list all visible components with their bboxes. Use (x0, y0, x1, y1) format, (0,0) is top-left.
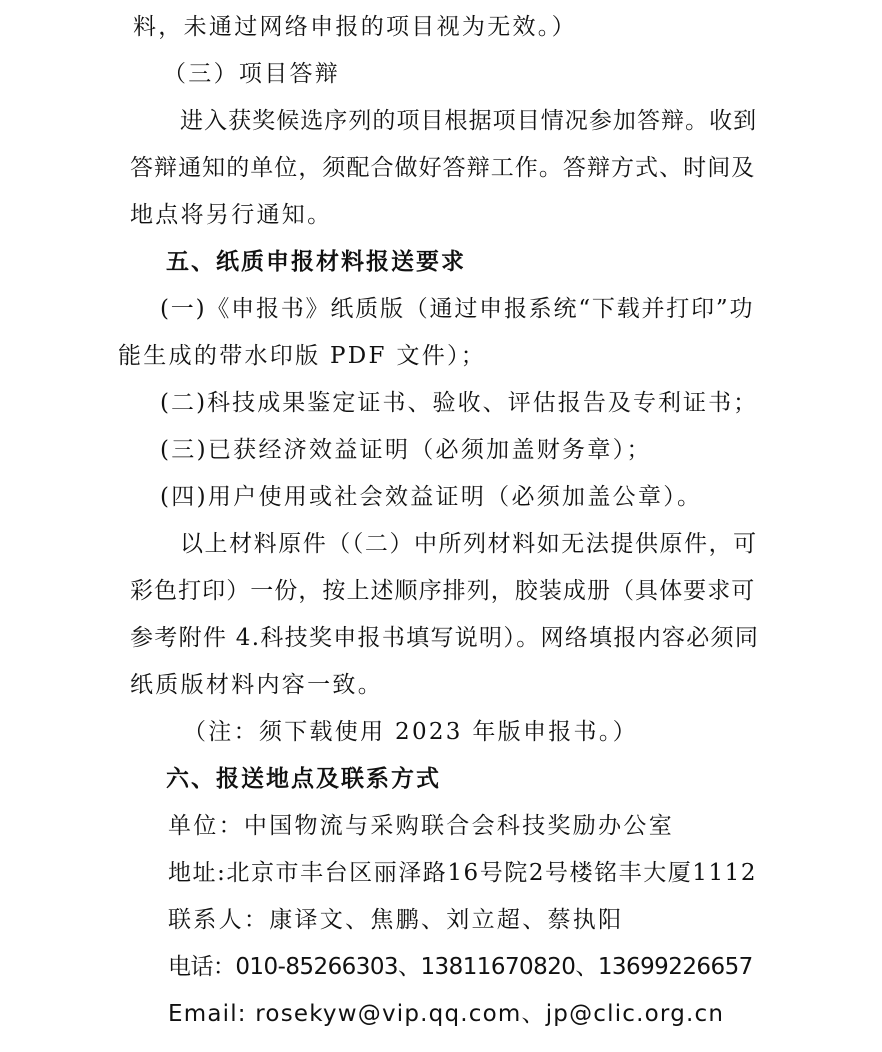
section-heading: 五、纸质申报材料报送要求 (166, 249, 466, 275)
paragraph-line: 料，未通过网络申报的项目视为无效。） (133, 14, 577, 40)
paragraph-line: 地点将另行通知。 (130, 202, 333, 228)
paragraph-line: 参考附件 4.科技奖申报书填写说明）。网络填报内容必须同 (130, 625, 760, 651)
paragraph-line: 彩色打印）一份，按上述顺序排列，胶装成册（具体要求可 (130, 578, 756, 604)
contact-email: Email: rosekyw@vip.qq.com、jp@clic.org.cn (168, 1001, 725, 1027)
contact-address: 地址:北京市丰台区丽泽路16号院2号楼铭丰大厦1112 (168, 860, 758, 886)
list-item: (三)已获经济效益证明（必须加盖财务章）； (160, 437, 652, 463)
contact-unit: 单位：中国物流与采购联合会科技奖励办公室 (168, 813, 674, 839)
list-item: (二)科技成果鉴定证书、验收、评估报告及专利证书； (160, 390, 759, 416)
paragraph-line: 以上材料原件（（二）中所列材料如无法提供原件，可 (180, 531, 758, 557)
paragraph-line: 进入获奖候选序列的项目根据项目情况参加答辩。收到 (180, 108, 758, 134)
paragraph-line: 答辩通知的单位，须配合做好答辩工作。答辩方式、时间及 (130, 155, 756, 181)
paragraph-line: 纸质版材料内容一致。 (130, 672, 383, 698)
note-line: （注：须下载使用 2023 年版申报书。） (183, 719, 638, 745)
contact-persons: 联系人：康译文、焦鹏、刘立超、蔡执阳 (168, 907, 624, 933)
list-item-continuation: 能生成的带水印版 PDF 文件）； (118, 343, 487, 369)
list-item: (四)用户使用或社会效益证明（必须加盖公章）。 (160, 484, 703, 510)
subsection-heading: （三）项目答辩 (163, 61, 341, 87)
list-item: (一)《申报书》纸质版（通过申报系统“下载并打印”功 (160, 296, 755, 322)
section-heading: 六、报送地点及联系方式 (166, 766, 441, 792)
contact-phone: 电话：010-85266303、13811670820、13699226657 (168, 954, 753, 980)
